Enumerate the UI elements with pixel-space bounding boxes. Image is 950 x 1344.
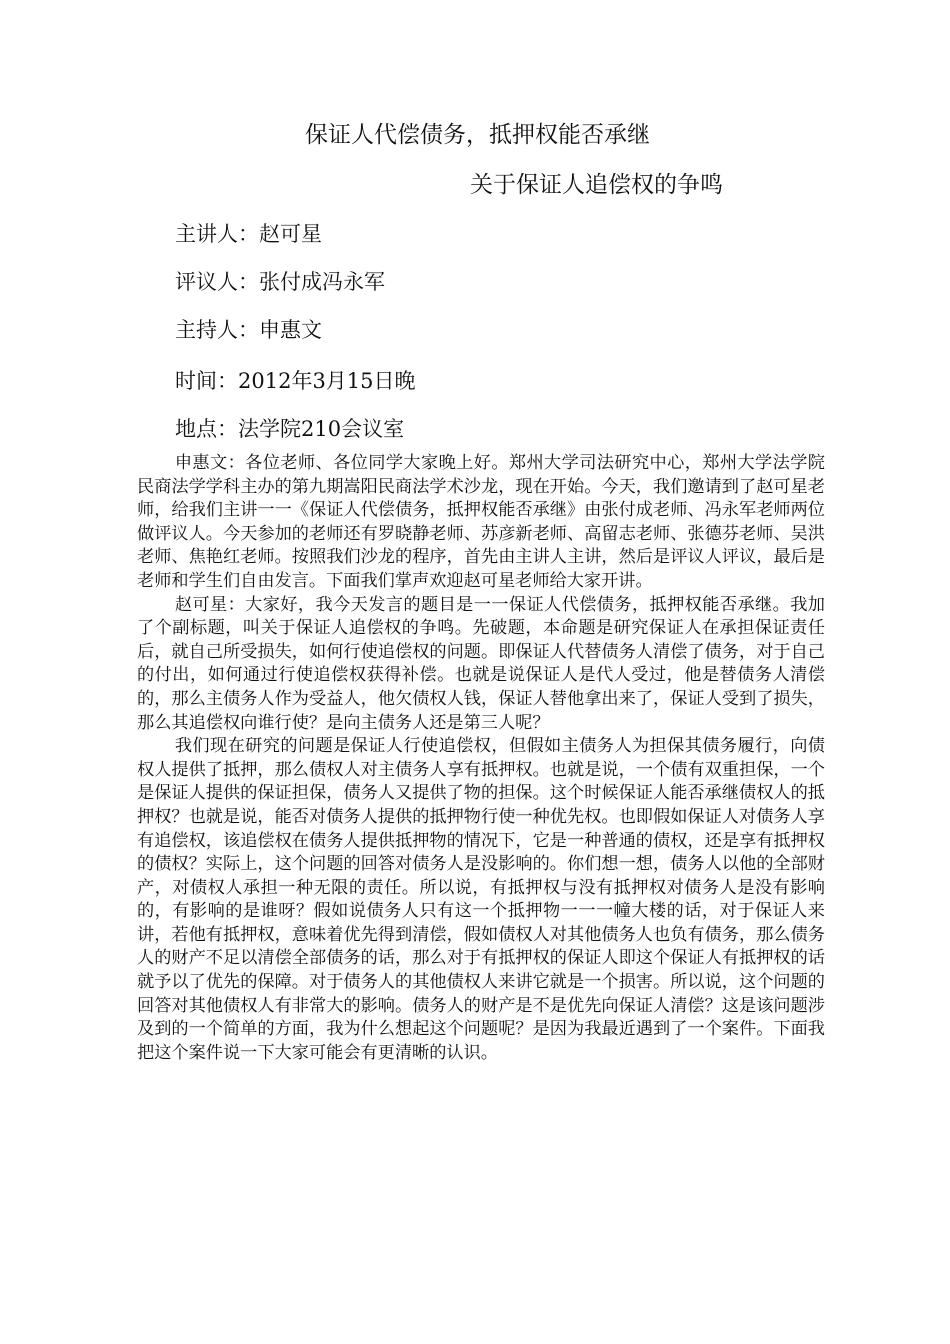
meta-commentators: 评议人：张付成冯永军 — [175, 270, 385, 294]
meta-speaker: 主讲人：赵可星 — [175, 222, 322, 246]
document-subtitle: 关于保证人追偿权的争鸣 — [470, 172, 723, 198]
document-title: 保证人代偿债务，抵押权能否承继 — [305, 122, 650, 148]
paragraph-speaker-intro: 赵可星：大家好，我今天发言的题目是一一保证人代偿债务，抵押权能否承继。我加了个副标题，叫关于保证人追偿权的争鸣。先破题，本命题是研究保证人在承担保证责任后，就自己所受损失，如何行使追偿权的问题。即保证人代替债务人清偿了债务，对于自己的付出，如何通过行使追偿权获得补偿。也就是说保证人是代人受过，他是替债务人清偿的，那么主债务人作为受益人，他欠债权人钱，保证人替他拿出来了，保证人受到了损失，那么其追偿权向谁行使？是向主债务人还是第三人呢？ — [137, 594, 825, 733]
meta-host: 主持人：申惠文 — [175, 318, 322, 342]
meta-time: 时间：2012年3月15日晚 — [175, 369, 416, 393]
paragraph-opening: 申惠文：各位老师、各位同学大家晚上好。郑州大学司法研究中心，郑州大学法学院民商法学学科主办的第九期嵩阳民商法学术沙龙，现在开始。今天，我们邀请到了赵可星老师，给我们主讲一一《保证人代偿债务，抵押权能否承继》由张付成老师、冯永军老师两位做评议人。今天参加的老师还有罗晓静老师、苏彦新老师、高留志老师、张德芬老师、吴洪老师、焦艳红老师。按照我们沙龙的程序，首先由主讲人主讲，然后是评议人评议，最后是老师和学生们自由发言。下面我们掌声欢迎赵可星老师给大家开讲。 — [137, 453, 825, 591]
meta-location: 地点：法学院210会议室 — [175, 417, 405, 441]
paragraph-problem-analysis: 我们现在研究的问题是保证人行使追偿权，但假如主债务人为担保其债务履行，向债权人提供了抵押，那么债权人对主债务人享有抵押权。也就是说，一个债有双重担保，一个是保证人提供的保证担保，债务人又提供了物的担保。这个时候保证人能否承继债权人的抵押权？也就是说，能否对债务人提供的抵押物行使一种优先权。也即假如保证人对债务人享有追偿权，该追偿权在债务人提供抵押物的情况下，它是一种普通的债权，还是享有抵押权的债权？实际上，这个问题的回答对债务人是没影响的。你们想一想，债务人以他的全部财产，对债权人承担一种无限的责任。所以说，有抵押权与没有抵押权对债务人是没有影响的，有影响的是谁呀？假如说债务人只有这一个抵押物一一一幢大楼的话，对于保证人来讲，若他有抵押权，意味着优先得到清偿，假如债权人对其他债务人也负有债务，那么债务人的财产不足以清偿全部债务的话，那么对于有抵押权的保证人即这个保证人有抵押权的话就予以了优先的保障。对于债务人的其他债权人来讲它就是一个损害。所以说，这个问题的回答对其他债权人有非常大的影响。债务人的财产是不是优先向保证人清偿？这是该问题涉及到的一个简单的方面，我为什么想起这个问题呢？是因为我最近遇到了一个案件。下面我把这个案件说一下大家可能会有更清晰的认识。 — [137, 736, 825, 1063]
body-text — [137, 452, 825, 1065]
